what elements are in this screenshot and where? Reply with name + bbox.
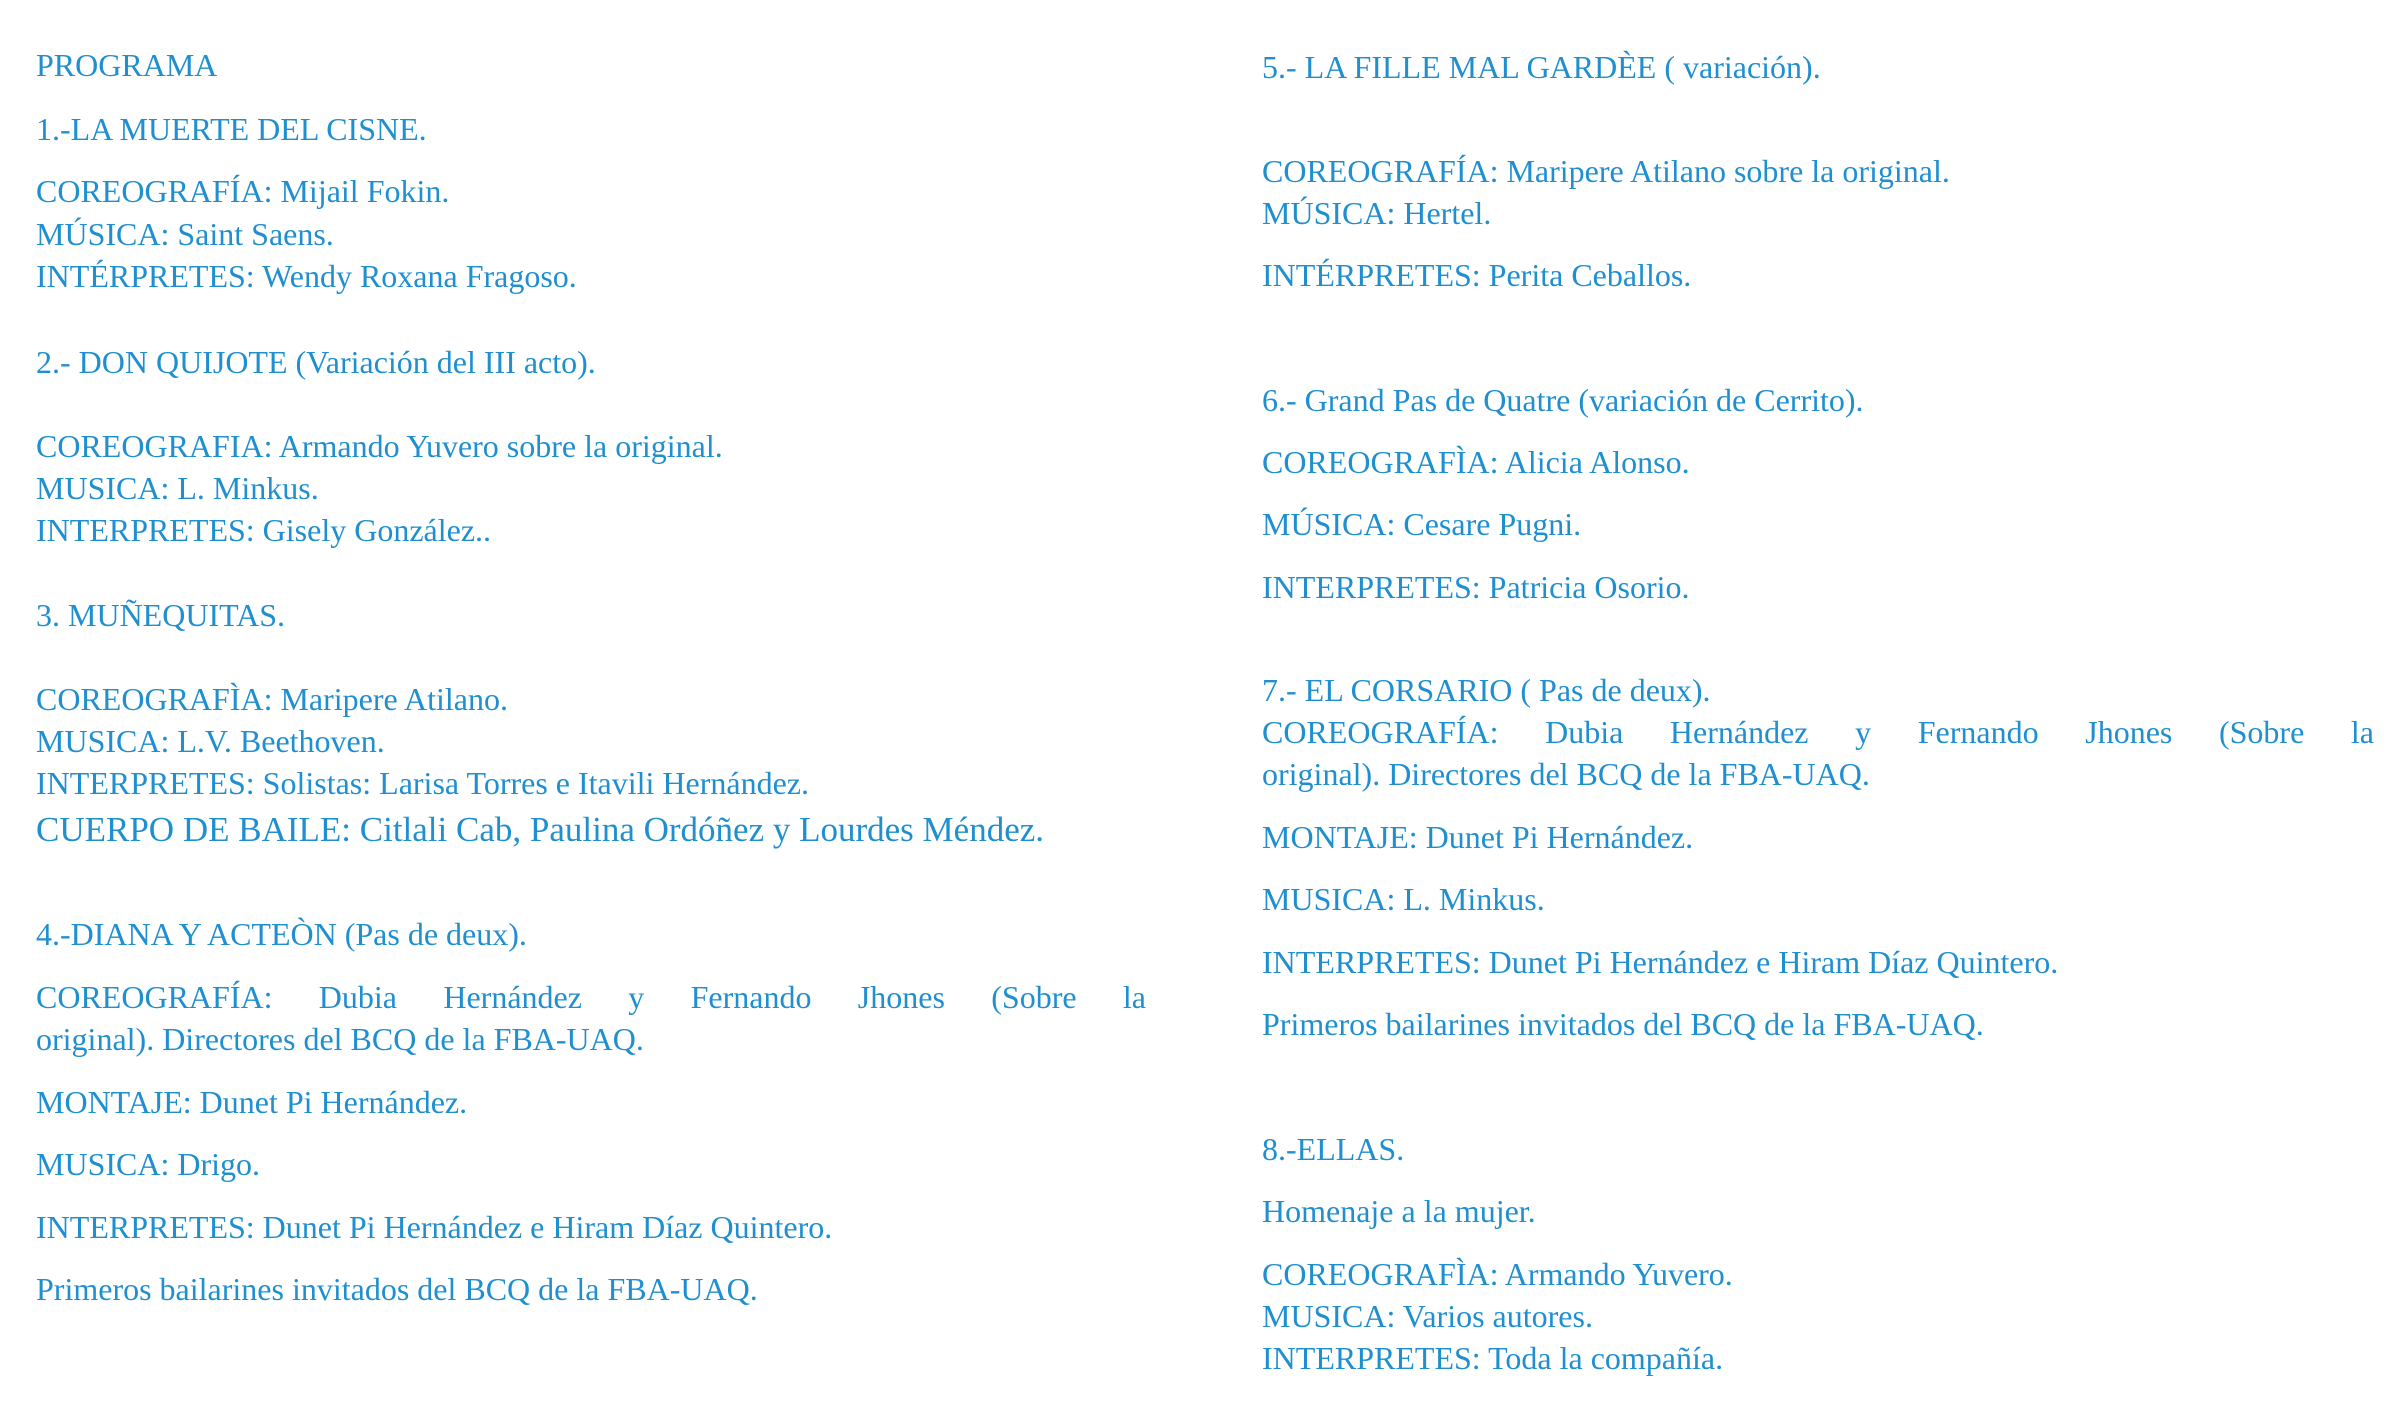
item-8-title: 8.-ELLAS. xyxy=(1262,1131,1405,1167)
item-1-line: MÚSICA: Saint Saens. xyxy=(36,216,334,252)
item-7-line: MUSICA: L. Minkus. xyxy=(1262,881,1545,917)
item-1-line: INTÉRPRETES: Wendy Roxana Fragoso. xyxy=(36,258,577,294)
item-6-line: COREOGRAFÌA: Alicia Alonso. xyxy=(1262,444,1690,480)
item-7-line: COREOGRAFÍA: Dubia Hernández y Fernando Jhones (Sobre la xyxy=(1262,714,2374,750)
item-3-line: COREOGRAFÌA: Maripere Atilano. xyxy=(36,681,508,717)
item-7-line: MONTAJE: Dunet Pi Hernández. xyxy=(1262,819,1694,855)
item-2-line: INTERPRETES: Gisely González.. xyxy=(36,512,492,548)
item-2-line: MUSICA: L. Minkus. xyxy=(36,470,319,506)
item-6-line: INTERPRETES: Patricia Osorio. xyxy=(1262,569,1690,605)
item-4-line: MUSICA: Drigo. xyxy=(36,1146,261,1182)
program-header: PROGRAMA xyxy=(36,47,218,83)
item-1-title: 1.-LA MUERTE DEL CISNE. xyxy=(36,111,427,147)
item-3-line: MUSICA: L.V. Beethoven. xyxy=(36,723,385,759)
item-7-line: INTERPRETES: Dunet Pi Hernández e Hiram Díaz Quintero. xyxy=(1262,944,2059,980)
item-8-line: INTERPRETES: Toda la compañía. xyxy=(1262,1340,1724,1376)
item-4-line: original). Directores del BCQ de la FBA-UAQ. xyxy=(36,1021,644,1057)
item-3-title: 3. MUÑEQUITAS. xyxy=(36,597,285,633)
item-8-line: COREOGRAFÌA: Armando Yuvero. xyxy=(1262,1256,1733,1292)
item-7-title: 7.- EL CORSARIO ( Pas de deux). xyxy=(1262,672,1711,708)
item-2-line: COREOGRAFIA: Armando Yuvero sobre la original. xyxy=(36,428,723,464)
item-4-line: COREOGRAFÍA: Dubia Hernández y Fernando Jhones (Sobre la xyxy=(36,979,1146,1015)
item-3-line: INTERPRETES: Solistas: Larisa Torres e Itavili Hernández. xyxy=(36,765,809,801)
item-5-line: MÚSICA: Hertel. xyxy=(1262,195,1492,231)
item-5-line: INTÉRPRETES: Perita Ceballos. xyxy=(1262,257,1692,293)
item-8-line: MUSICA: Varios autores. xyxy=(1262,1298,1593,1334)
item-7-line: Primeros bailarines invitados del BCQ de la FBA-UAQ. xyxy=(1262,1006,1984,1042)
item-6-line: MÚSICA: Cesare Pugni. xyxy=(1262,506,1582,542)
item-5-title: 5.- LA FILLE MAL GARDÈE ( variación). xyxy=(1262,49,1821,85)
item-6-title: 6.- Grand Pas de Quatre (variación de Cerrito). xyxy=(1262,382,1864,418)
item-3-line: CUERPO DE BAILE: Citlali Cab, Paulina Ordóñez y Lourdes Méndez. xyxy=(36,810,1045,849)
item-4-line: Primeros bailarines invitados del BCQ de la FBA-UAQ. xyxy=(36,1271,758,1307)
item-7-line: original). Directores del BCQ de la FBA-UAQ. xyxy=(1262,756,1870,792)
item-8-line: Homenaje a la mujer. xyxy=(1262,1193,1536,1229)
item-1-line: COREOGRAFÍA: Mijail Fokin. xyxy=(36,173,450,209)
item-4-title: 4.-DIANA Y ACTEÒN (Pas de deux). xyxy=(36,916,527,952)
item-2-title: 2.- DON QUIJOTE (Variación del III acto). xyxy=(36,344,596,380)
item-4-line: MONTAJE: Dunet Pi Hernández. xyxy=(36,1084,468,1120)
item-5-line: COREOGRAFÍA: Maripere Atilano sobre la original. xyxy=(1262,153,1950,189)
item-4-line: INTERPRETES: Dunet Pi Hernández e Hiram Díaz Quintero. xyxy=(36,1209,833,1245)
